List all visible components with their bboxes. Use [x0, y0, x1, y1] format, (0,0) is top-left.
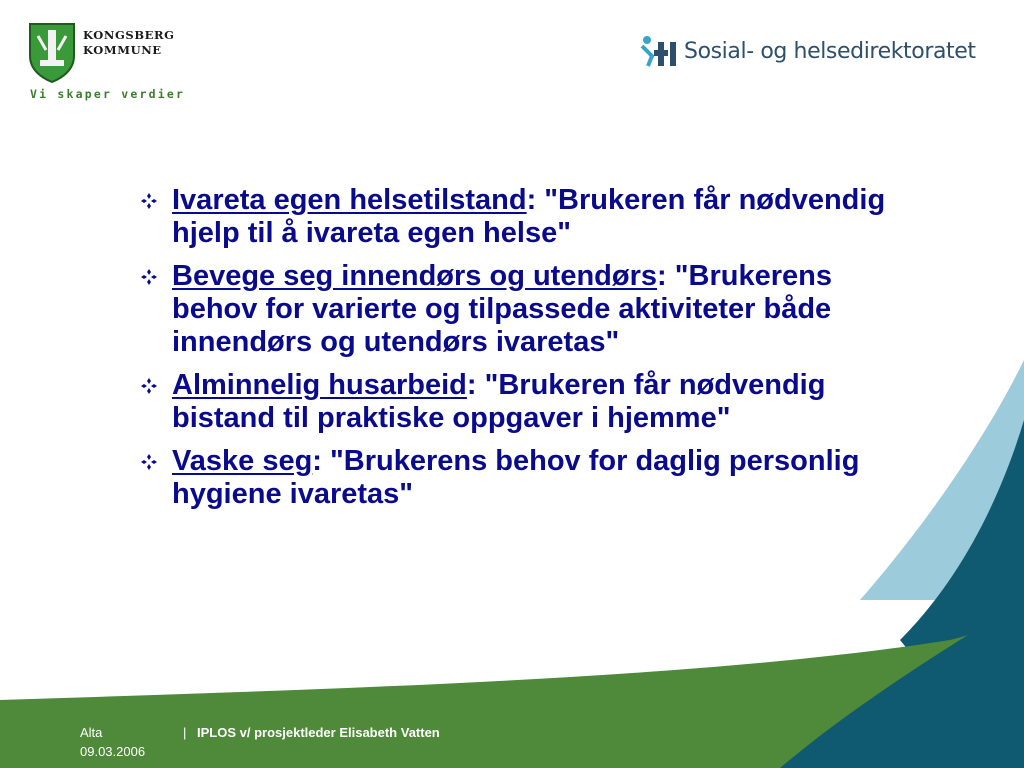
list-item [140, 369, 920, 435]
coat-of-arms-icon [28, 22, 76, 84]
list-item-text: : "Brukerens behov for varierte og tilpassede aktiviteter både innendørs og utendørs ivaretas" [172, 260, 832, 358]
list-item-term: Ivareta egen helsetilstand [172, 184, 527, 216]
list-item-term: Alminnelig husarbeid [172, 369, 467, 401]
footer-separator: | [183, 725, 187, 740]
directorate-symbol-icon [640, 32, 680, 70]
list-item [140, 445, 920, 511]
slogan: Vi skaper verdier [30, 87, 186, 101]
diamond-bullet-icon [140, 377, 158, 395]
bullet-list [140, 184, 920, 521]
diamond-bullet-icon [140, 453, 158, 471]
kommune-line2: KOMMUNE [83, 43, 162, 57]
list-item-term: Bevege seg innendørs og utendørs [172, 260, 658, 292]
list-item-text: : "Brukeren får nødvendig bistand til praktiske oppgaver i hjemme" [172, 369, 826, 434]
kommune-name [83, 28, 175, 58]
directorate-logo [640, 32, 990, 72]
kongsberg-logo [28, 22, 198, 104]
footer-title: IPLOS v/ prosjektleder Elisabeth Vatten [197, 725, 440, 740]
kommune-line1: KONGSBERG [83, 28, 175, 42]
diamond-bullet-icon [140, 268, 158, 286]
list-item-text: : "Brukerens behov for daglig personlig hygiene ivaretas" [172, 445, 860, 510]
diamond-bullet-icon [140, 192, 158, 210]
list-item-text: : "Brukeren får nødvendig hjelp til å ivareta egen helse" [172, 184, 886, 249]
footer-location: Alta [80, 725, 103, 740]
list-item-term: Vaske seg [172, 445, 313, 477]
list-item [140, 184, 920, 250]
directorate-name: Sosial- og helsedirektoratet [684, 39, 976, 64]
footer-date: 09.03.2006 [80, 744, 146, 759]
list-item [140, 260, 920, 359]
